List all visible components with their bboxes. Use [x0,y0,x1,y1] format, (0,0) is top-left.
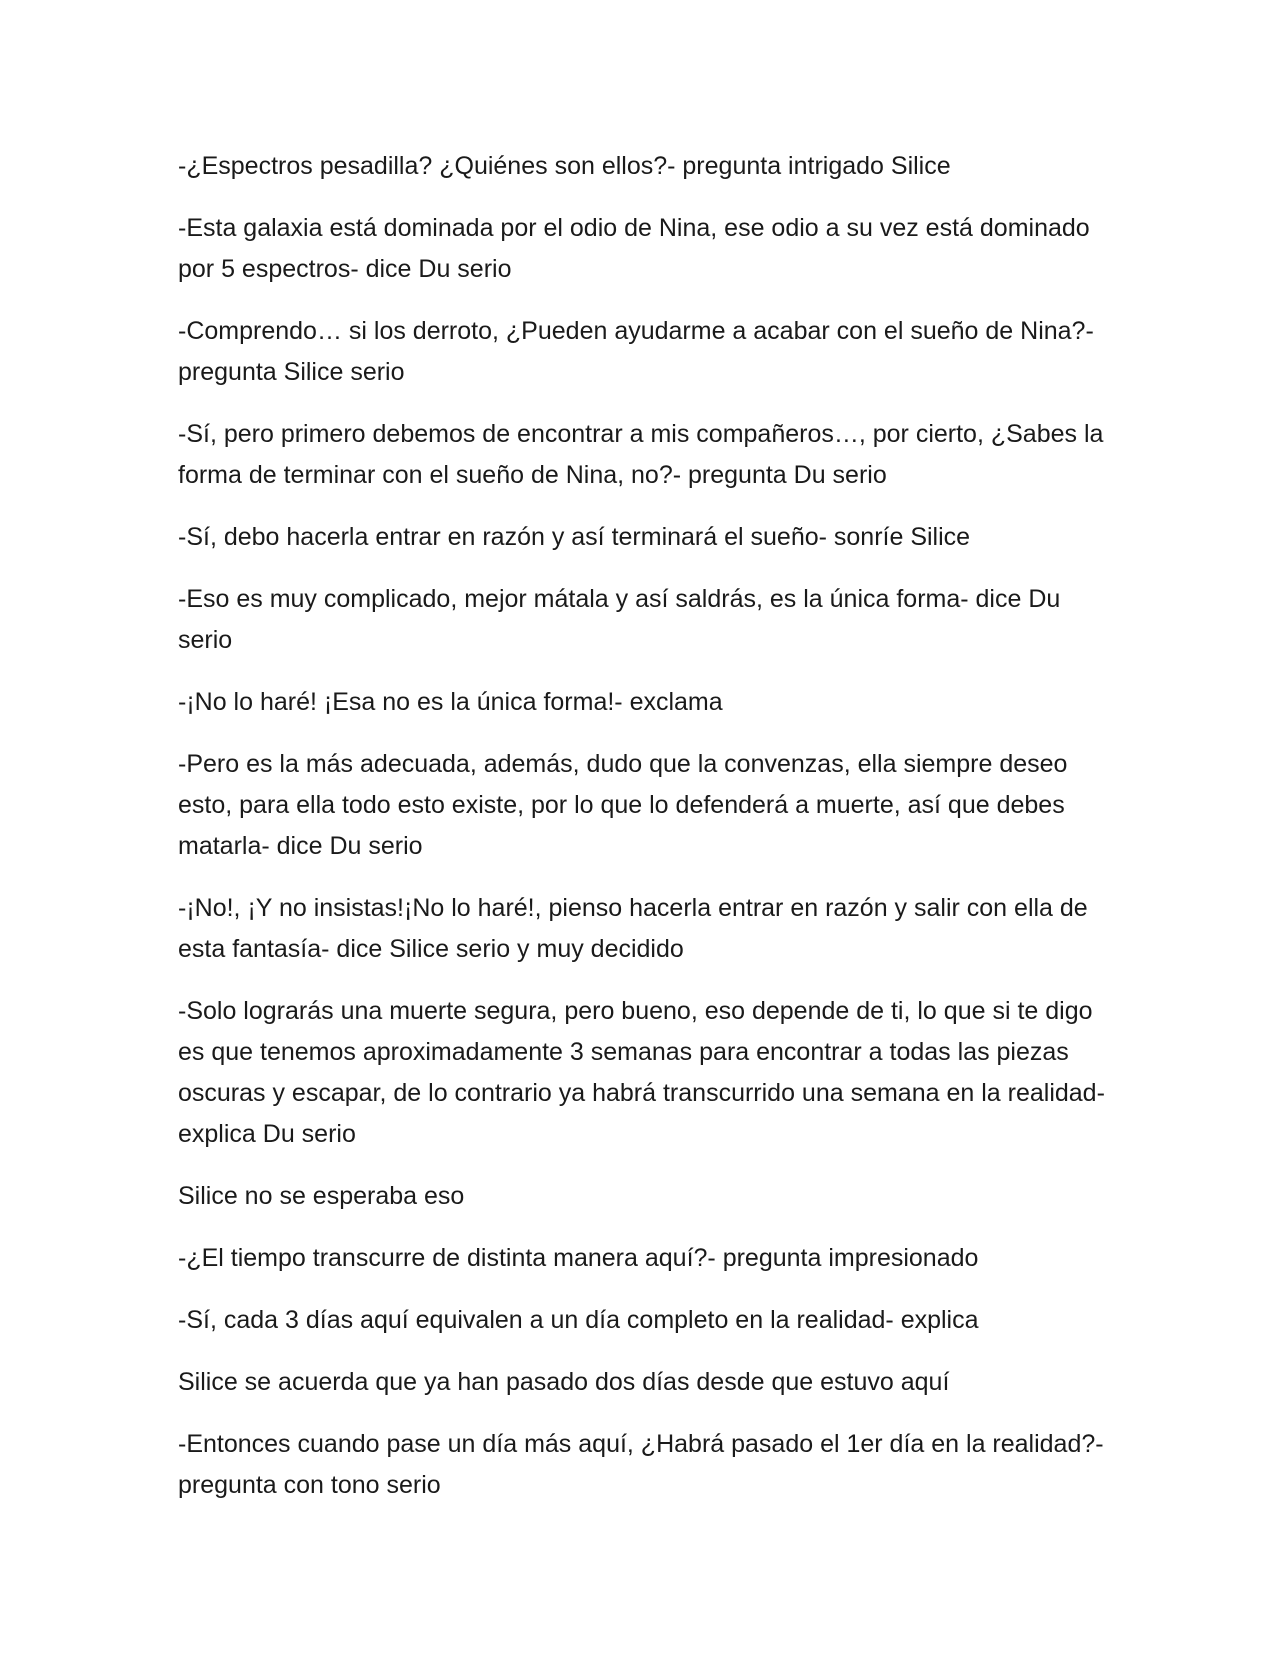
paragraph: -¡No!, ¡Y no insistas!¡No lo haré!, pienso hacerla entrar en razón y salir con ella de esta fantasía- dice Silice serio y muy decidido [178,894,1088,963]
paragraph: -Eso es muy complicado, mejor mátala y así saldrás, es la única forma- dice Du serio [178,585,1061,654]
paragraph: -¡No lo haré! ¡Esa no es la única forma!- exclama [178,688,723,716]
paragraph: -Sí, pero primero debemos de encontrar a mis compañeros…, por cierto, ¿Sabes la forma de terminar con el sueño de Nina, no?- pregunta Du serio [178,420,1104,489]
paragraph: -Entonces cuando pase un día más aquí, ¿Habrá pasado el 1er día en la realidad?- pregunta con tono serio [178,1430,1104,1499]
paragraph: -Solo lograrás una muerte segura, pero bueno, eso depende de ti, lo que si te digo es que tenemos aproximadamente 3 semanas para encontrar a todas las piezas oscuras y escapar, de lo contrario ya habrá transcurrido una semana en la realidad- explica Du serio [178,997,1105,1148]
paragraph: -Pero es la más adecuada, además, dudo que la convenzas, ella siempre deseo esto, para ella todo esto existe, por lo que lo defenderá a muerte, así que debes matarla- dice Du serio [178,750,1068,860]
paragraph: -Esta galaxia está dominada por el odio de Nina, ese odio a su vez está dominado por 5 espectros- dice Du serio [178,214,1090,283]
paragraph: Silice se acuerda que ya han pasado dos días desde que estuvo aquí [178,1368,950,1396]
paragraph: -¿Espectros pesadilla? ¿Quiénes son ellos?- pregunta intrigado Silice [178,152,951,180]
paragraph: -Sí, debo hacerla entrar en razón y así terminará el sueño- sonríe Silice [178,523,971,551]
paragraph: Silice no se esperaba eso [178,1182,465,1210]
paragraph: -Sí, cada 3 días aquí equivalen a un día completo en la realidad- explica [178,1306,979,1334]
paragraph: -Comprendo… si los derroto, ¿Pueden ayudarme a acabar con el sueño de Nina?- pregunta Silice serio [178,317,1094,386]
document-body [178,146,1108,1527]
paragraph: -¿El tiempo transcurre de distinta manera aquí?- pregunta impresionado [178,1244,979,1272]
